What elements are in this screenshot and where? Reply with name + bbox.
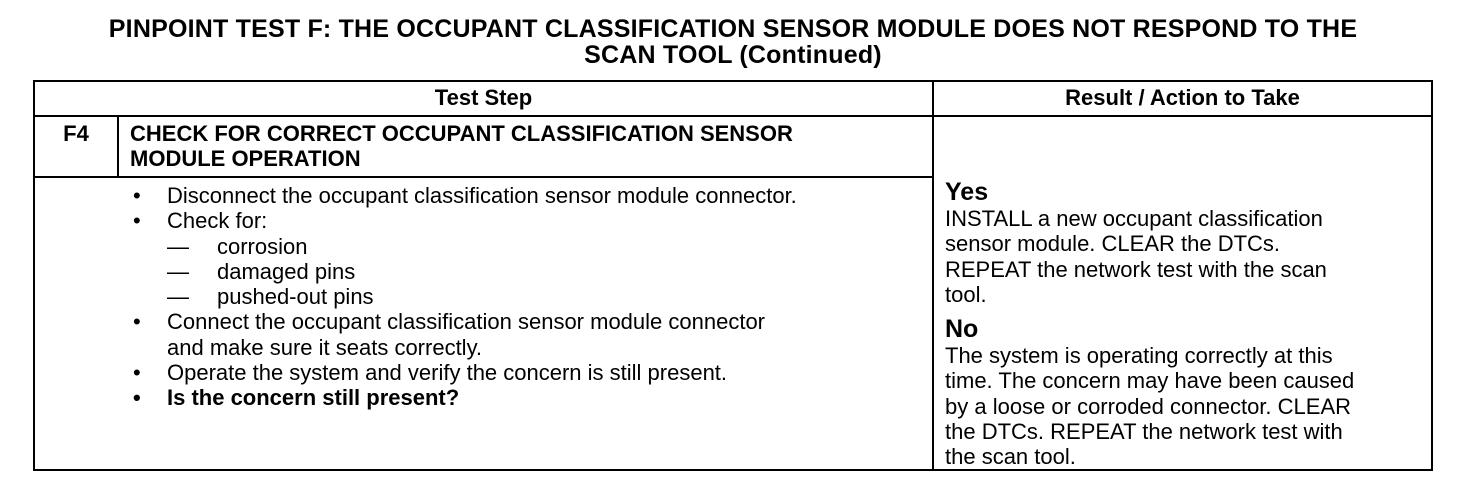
result-no-line: the DTCs. REPEAT the network test with [945,419,1343,445]
result-no-label: No [945,315,979,344]
result-yes-line: sensor module. CLEAR the DTCs. [945,231,1281,257]
dash-icon: — [167,258,189,284]
result-column [945,179,1354,470]
result-yes-line: tool. [945,281,987,307]
step-id-divider [117,115,119,178]
step-title-divider [35,176,932,178]
result-no-line: by a loose or corroded connector. CLEAR [945,393,1352,419]
bullet-icon: • [133,309,141,335]
instruction-item [125,183,797,208]
header-test-step: Test Step [434,85,533,110]
instruction-text: Is the concern still present? [167,385,460,411]
result-yes-label: Yes [945,178,989,206]
instruction-question [125,385,797,410]
page-title-line-2: SCAN TOOL (Continued) [584,41,882,69]
page-title-line-1: PINPOINT TEST F: THE OCCUPANT CLASSIFICATION SENSOR MODULE DOES NOT RESPOND TO THE [108,15,1358,43]
result-yes-line: INSTALL a new occupant classification [945,206,1323,231]
step-id: F4 [63,121,89,146]
pinpoint-test-table [33,80,1433,471]
result-yes-line: REPEAT the network test with the scan [945,256,1327,282]
instruction-text: and make sure it seats correctly. [167,334,483,360]
instruction-text: Operate the system and verify the concern is still present. [167,360,728,386]
instruction-item [125,208,797,309]
dash-icon: — [167,284,189,310]
check-subitem [167,284,797,309]
step-instructions [125,183,797,411]
check-subitem-text: damaged pins [217,258,356,284]
instruction-text: Connect the occupant classification sensor module connector [167,309,766,335]
instruction-item [125,360,797,385]
header-divider [35,115,1431,117]
dash-icon: — [167,233,189,259]
result-no-line: The system is operating correctly at this [945,343,1333,369]
check-subitem-text: pushed-out pins [217,284,374,310]
bullet-icon: • [133,360,141,386]
column-divider [932,82,934,469]
result-no-line: time. The concern may have been caused [945,368,1355,394]
bullet-icon: • [133,208,141,234]
step-title [130,121,793,171]
instruction-item [125,309,797,360]
check-subitem [167,234,797,259]
result-spacer [945,307,1354,316]
check-subitem-text: corrosion [217,233,308,259]
check-subitem [167,259,797,284]
step-title-line-1: CHECK FOR CORRECT OCCUPANT CLASSIFICATION SENSOR [130,121,793,146]
instruction-text: Disconnect the occupant classification sensor module connector. [167,183,797,208]
page-title [0,16,1466,68]
result-no-line: the scan tool. [945,444,1076,470]
header-result-action: Result / Action to Take [1065,85,1300,110]
instruction-text: Check for: [167,208,268,234]
bullet-icon: • [133,385,141,411]
step-title-line-2: MODULE OPERATION [130,146,361,171]
bullet-icon: • [133,183,141,208]
